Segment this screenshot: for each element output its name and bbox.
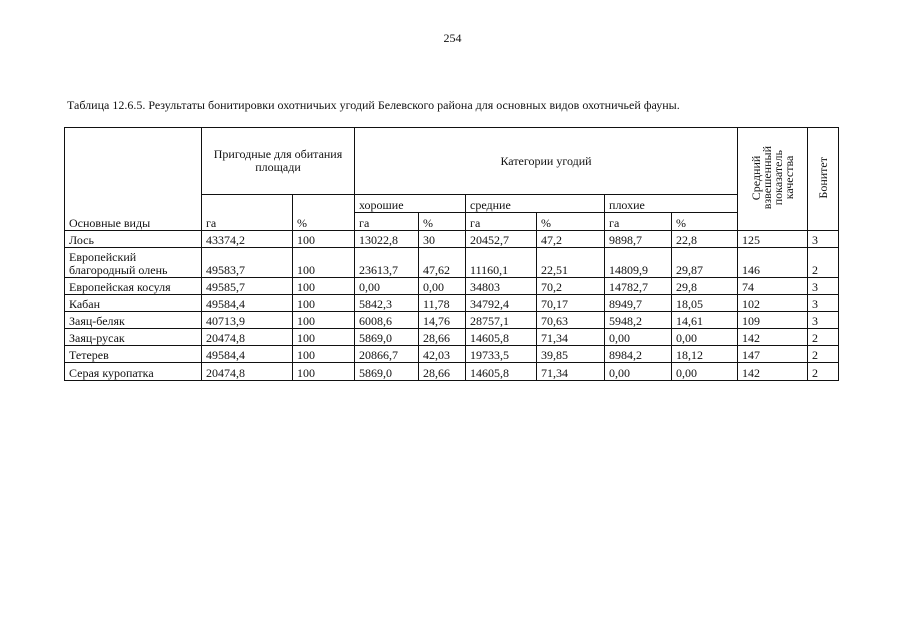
poor-pct: 29,87 <box>672 248 738 278</box>
suitable-ha: 43374,2 <box>202 231 293 248</box>
good-pct: 42,03 <box>419 346 466 363</box>
weighted-index-label: Средний взвешенный показатель качества <box>748 145 796 210</box>
medium-pct: 70,17 <box>537 295 605 312</box>
good-ha: 6008,6 <box>355 312 419 329</box>
table-row <box>65 278 839 295</box>
table-row <box>65 346 839 363</box>
weighted-index: 142 <box>738 329 808 346</box>
poor-ha: 5948,2 <box>605 312 672 329</box>
bonitet-value: 3 <box>808 295 839 312</box>
suitable-ha: 49585,7 <box>202 278 293 295</box>
page-number: 254 <box>443 31 462 45</box>
suitable-ha: 49584,4 <box>202 295 293 312</box>
good-pct: 0,00 <box>419 278 466 295</box>
medium-pct: 71,34 <box>537 363 605 381</box>
suitable-pct: 100 <box>293 248 355 278</box>
species-name: Европейский благородный олень <box>65 248 202 278</box>
species-name: Тетерев <box>65 346 202 363</box>
poor-pct: 14,61 <box>672 312 738 329</box>
poor-ha: 0,00 <box>605 329 672 346</box>
table-row <box>65 231 839 248</box>
good-pct: 30 <box>419 231 466 248</box>
poor-ha: 8949,7 <box>605 295 672 312</box>
suitable-pct: 100 <box>293 278 355 295</box>
suitable-pct: 100 <box>293 363 355 381</box>
weighted-index: 74 <box>738 278 808 295</box>
suitable-pct: 100 <box>293 295 355 312</box>
medium-pct-header: % <box>537 213 605 231</box>
suitable-ha: 20474,8 <box>202 363 293 381</box>
good-header: хорошие <box>355 195 466 213</box>
poor-pct: 0,00 <box>672 363 738 381</box>
table-row <box>65 329 839 346</box>
bonitet-value: 2 <box>808 363 839 381</box>
table-row <box>65 295 839 312</box>
medium-ha: 14605,8 <box>466 329 537 346</box>
medium-ha: 14605,8 <box>466 363 537 381</box>
species-header: Основные виды <box>65 128 202 231</box>
species-name: Лось <box>65 231 202 248</box>
weighted-index: 142 <box>738 363 808 381</box>
medium-pct: 22,51 <box>537 248 605 278</box>
weighted-index: 109 <box>738 312 808 329</box>
table-row <box>65 312 839 329</box>
species-name: Европейская косуля <box>65 278 202 295</box>
weighted-index: 146 <box>738 248 808 278</box>
bonitet-value: 3 <box>808 278 839 295</box>
suitable-ha: 40713,9 <box>202 312 293 329</box>
suitable-pct: 100 <box>293 346 355 363</box>
bonitet-table <box>64 127 839 381</box>
good-pct: 28,66 <box>419 329 466 346</box>
medium-pct: 70,2 <box>537 278 605 295</box>
suitable-ha: 49583,7 <box>202 248 293 278</box>
poor-pct: 29,8 <box>672 278 738 295</box>
weighted-index: 102 <box>738 295 808 312</box>
good-pct: 47,62 <box>419 248 466 278</box>
good-pct: 28,66 <box>419 363 466 381</box>
suitable-pct: 100 <box>293 312 355 329</box>
good-ha: 23613,7 <box>355 248 419 278</box>
medium-pct: 71,34 <box>537 329 605 346</box>
suitable-pct: 100 <box>293 329 355 346</box>
good-ha: 5869,0 <box>355 363 419 381</box>
good-ha: 5869,0 <box>355 329 419 346</box>
bonitet-value: 3 <box>808 312 839 329</box>
poor-pct: 22,8 <box>672 231 738 248</box>
good-pct: 11,78 <box>419 295 466 312</box>
poor-pct: 0,00 <box>672 329 738 346</box>
species-name: Заяц-русак <box>65 329 202 346</box>
poor-pct: 18,12 <box>672 346 738 363</box>
categories-header: Категории угодий <box>355 128 738 195</box>
medium-pct: 47,2 <box>537 231 605 248</box>
medium-ha: 11160,1 <box>466 248 537 278</box>
poor-ha: 8984,2 <box>605 346 672 363</box>
medium-pct: 39,85 <box>537 346 605 363</box>
weighted-index: 147 <box>738 346 808 363</box>
bonitet-value: 3 <box>808 231 839 248</box>
medium-pct: 70,63 <box>537 312 605 329</box>
good-ha-header: га <box>355 213 419 231</box>
poor-pct-header: % <box>672 213 738 231</box>
suitable-ha: 20474,8 <box>202 329 293 346</box>
suitable-pct: 100 <box>293 231 355 248</box>
medium-ha: 28757,1 <box>466 312 537 329</box>
poor-ha: 0,00 <box>605 363 672 381</box>
weighted-index-header <box>738 128 808 231</box>
medium-ha: 19733,5 <box>466 346 537 363</box>
good-ha: 20866,7 <box>355 346 419 363</box>
poor-header: плохие <box>605 195 738 213</box>
medium-ha: 34792,4 <box>466 295 537 312</box>
good-pct-header: % <box>419 213 466 231</box>
table-caption: Таблица 12.6.5. Результаты бонитировки охотничьих угодий Белевского района для основных видов охотничьей фауны. <box>67 98 680 112</box>
poor-ha: 9898,7 <box>605 231 672 248</box>
poor-pct: 18,05 <box>672 295 738 312</box>
species-name: Заяц-беляк <box>65 312 202 329</box>
suitable-ha: 49584,4 <box>202 346 293 363</box>
suitable-area-header: Пригодные для обитания площади <box>202 128 355 195</box>
good-ha: 13022,8 <box>355 231 419 248</box>
bonitet-value: 2 <box>808 346 839 363</box>
medium-ha: 20452,7 <box>466 231 537 248</box>
good-ha: 5842,3 <box>355 295 419 312</box>
medium-ha-header: га <box>466 213 537 231</box>
medium-header: средние <box>466 195 605 213</box>
good-pct: 14,76 <box>419 312 466 329</box>
suitable-pct-header: % <box>293 195 355 231</box>
bonitet-header <box>808 128 839 231</box>
bonitet-value: 2 <box>808 248 839 278</box>
species-name: Серая куропатка <box>65 363 202 381</box>
poor-ha: 14809,9 <box>605 248 672 278</box>
poor-ha: 14782,7 <box>605 278 672 295</box>
table-row <box>65 248 839 278</box>
good-ha: 0,00 <box>355 278 419 295</box>
medium-ha: 34803 <box>466 278 537 295</box>
bonitet-label: Бонитет <box>815 156 830 199</box>
species-name: Кабан <box>65 295 202 312</box>
table-row <box>65 363 839 381</box>
suitable-ha-header: га <box>202 195 293 231</box>
weighted-index: 125 <box>738 231 808 248</box>
poor-ha-header: га <box>605 213 672 231</box>
bonitet-value: 2 <box>808 329 839 346</box>
